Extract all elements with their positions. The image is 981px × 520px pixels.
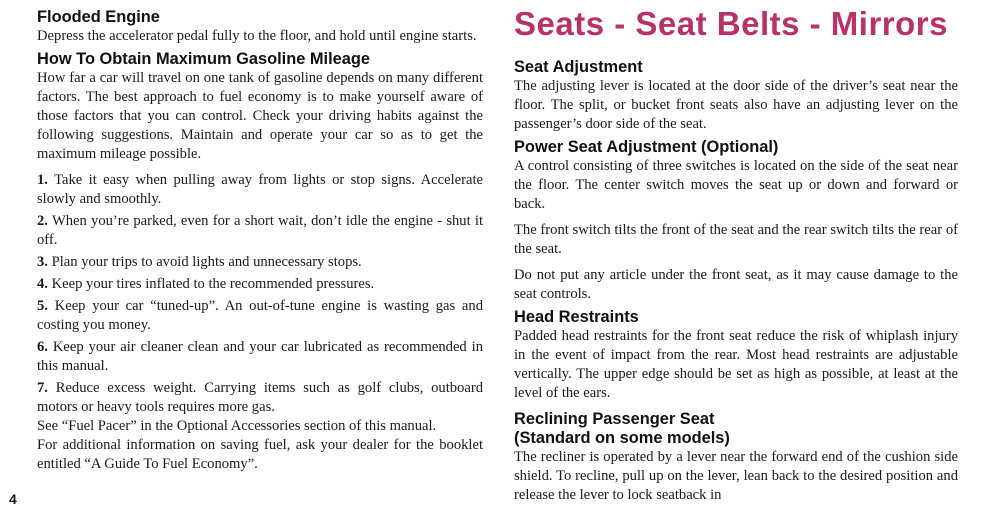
head-restraints-text: Padded head restraints for the front seat reduce the risk of whiplash injury in the event of impact from the rear. Most head restraints are adjustable vertically. The upper edge should be set as high as possible, at least at the level of the ears. xyxy=(514,328,958,401)
list-item: 6. Keep your air cleaner clean and your car lubricated as recommended in this manual. xyxy=(37,339,483,374)
reclining-seat-heading: Reclining Passenger Seat xyxy=(514,410,715,428)
right-column xyxy=(514,4,958,505)
fuel-pacer-note: See “Fuel Pacer” in the Optional Accessories section of this manual. xyxy=(37,418,437,434)
power-seat-text-1: A control consisting of three switches is located on the side of the seat near the floor. The center switch moves the seat up or down and forward or back. xyxy=(514,158,958,212)
flooded-engine-heading: Flooded Engine xyxy=(37,8,160,26)
head-restraints-heading: Head Restraints xyxy=(514,308,639,326)
list-item: 3. Plan your trips to avoid lights and unnecessary stops. xyxy=(37,254,362,270)
list-item: 7. Reduce excess weight. Carrying items such as golf clubs, outboard motors or heavy tools requires more gas. xyxy=(37,380,483,415)
mileage-intro-text: How far a car will travel on one tank of gasoline depends on many different factors. The best approach to fuel economy is to make yourself aware of those factors that you can control. Check your driving habits against the following suggestions. Maintain and operate your car so as to get the maximum mileage possible. xyxy=(37,70,483,162)
additional-info-text: For additional information on saving fuel, ask your dealer for the booklet entitled “A Guide To Fuel Economy”. xyxy=(37,437,483,472)
list-item: 2. When you’re parked, even for a short wait, don’t idle the engine - shut it off. xyxy=(37,213,483,248)
page-number: 4 xyxy=(9,491,17,507)
seat-adjustment-heading: Seat Adjustment xyxy=(514,58,643,76)
power-seat-text-3: Do not put any article under the front seat, as it may cause damage to the seat controls. xyxy=(514,267,958,302)
list-item: 1. Take it easy when pulling away from lights or stop signs. Accelerate slowly and smoothly. xyxy=(37,172,483,207)
power-seat-text-2: The front switch tilts the front of the seat and the rear switch tilts the rear of the seat. xyxy=(514,222,958,257)
reclining-seat-subheading: (Standard on some models) xyxy=(514,429,730,447)
seat-adjustment-text: The adjusting lever is located at the door side of the driver’s seat near the floor. The split, or bucket front seats also have an adjusting lever on the passenger’s door side of the seat. xyxy=(514,78,958,132)
mileage-heading: How To Obtain Maximum Gasoline Mileage xyxy=(37,50,371,68)
left-column xyxy=(37,8,483,474)
reclining-seat-text: The recliner is operated by a lever near the forward end of the cushion side shield. To recline, pull up on the lever, lean back to the desired position and release the lever to lock seatback in xyxy=(514,449,958,503)
list-item: 5. Keep your car “tuned-up”. An out-of-tune engine is wasting gas and costing you money. xyxy=(37,298,483,333)
section-title: Seats - Seat Belts - Mirrors xyxy=(514,5,948,42)
flooded-engine-text: Depress the accelerator pedal fully to the floor, and hold until engine starts. xyxy=(37,28,477,44)
mileage-tips-list xyxy=(37,171,483,417)
power-seat-heading: Power Seat Adjustment (Optional) xyxy=(514,138,779,156)
list-item: 4. Keep your tires inflated to the recommended pressures. xyxy=(37,276,375,292)
